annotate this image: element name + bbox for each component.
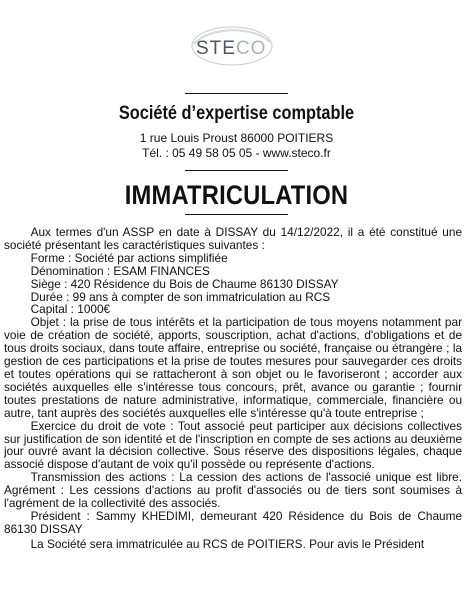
steco-logo <box>190 24 274 68</box>
notice-title: IMMATRICULATION <box>124 180 349 210</box>
company-contact: Tél. : 05 49 58 05 05 - www.steco.fr <box>142 146 331 160</box>
duree-line: Durée : 99 ans à compter de son immatriculation au RCS <box>30 289 331 304</box>
capital-line: Capital : 1000€ <box>30 302 111 317</box>
svg-text:STECO <box>196 38 266 59</box>
middle-divider <box>185 170 288 171</box>
intro-paragraph: Aux termes d'un ASSP en date à DISSAY du 14/12/2022, il a été constitué une société présentant les caractéristiques suivantes : <box>4 225 463 252</box>
notice-body <box>4 226 462 551</box>
president-paragraph: Président : Sammy KHEDIMI, demeurant 420 Résidence du Bois de Chaume 86130 DISSAY <box>4 508 463 536</box>
siege-line: Siège : 420 Résidence du Bois de Chaume 86130 DISSAY <box>30 276 339 291</box>
company-name: Société d’expertise comptable <box>118 103 355 124</box>
transmission-paragraph: Transmission des actions : La cession des actions de l'associé unique est libre. Agrément : Les cessions d'actions au profit d'associés ou de tiers sont soumises à l'agrément de la collectivité des associés. <box>4 470 463 511</box>
denomination-line: Dénomination : ESAM FINANCES <box>30 263 210 278</box>
top-divider <box>185 93 288 94</box>
logo-text-dark: STE <box>196 38 236 59</box>
logo-text-light: CO <box>235 38 267 59</box>
title-divider <box>185 214 288 215</box>
closing-line: La Société sera immatriculée au RCS de POITIERS. Pour avis le Président <box>30 536 425 551</box>
objet-paragraph: Objet : la prise de tous intérêts et la participation de tous moyens notamment par voie de création de société, apports, souscription, achat d'actions, d'obligations et de tous droits sociaux, dans toute affaire, entreprise ou société, française ou étrangère ; la gestion de ces participations et la prise de toutes mesures pour sauvegarder ces droits et toutes opérations qui se rattacheront à son objet ou le favoriseront ; accorder aux sociétés auxquelles elle s'intéresse tous concours, prêt, avance ou garantie ; fournir toutes prestations de nature administrative, informatique, commerciale, financière ou autre, tant auprès des sociétés auxquelles elle s'intéresse qu'à toute entreprise ; <box>4 315 463 420</box>
forme-line: Forme : Société par actions simplifiée <box>30 250 228 265</box>
vote-paragraph: Exercice du droit de vote : Tout associé peut participer aux décisions collectives sur justification de son identité et de l'inscription en compte de ses actions au deuxième jour ouvré avant la décision collective. Sous réserve des dispositions légales, chaque associé dispose d'autant de voix qu'il possède ou représente d'actions. <box>4 418 463 472</box>
company-address: 1 rue Louis Proust 86000 POITIERS <box>139 131 334 145</box>
